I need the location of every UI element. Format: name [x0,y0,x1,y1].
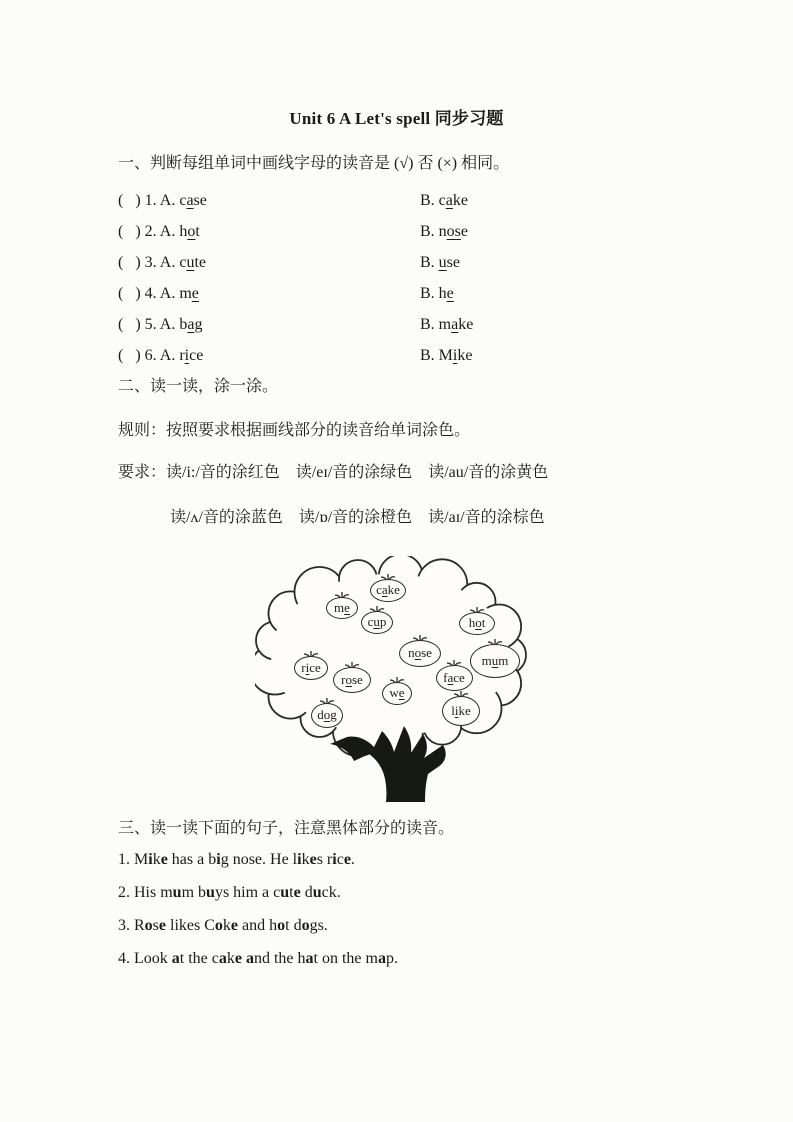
apple-word [470,644,520,678]
option-a: ( ) 2. A. hot [118,223,200,240]
bold-letter: e [293,884,301,901]
option-b: B. make [420,316,474,333]
answer-blank: ( ) [118,316,145,333]
bold-letter: i [148,851,153,868]
coloring-requirements-line-1: 要求：读/i:/音的涂红色 读/eɪ/音的涂绿色 读/au/音的涂黄色 [118,464,549,481]
underlined-letter: u [438,254,447,271]
apple-word [459,612,495,635]
underlined-letter: e [446,285,454,302]
underlined-letter: e [191,285,199,302]
apple-word [382,682,412,705]
apple-word [370,579,406,602]
apple-word-text: me [334,600,350,615]
answer-blank: ( ) [118,254,145,271]
bold-letter: e [343,851,351,868]
target-word-a: me [179,285,199,302]
apple-word-text: face [443,670,465,685]
target-word-a: rice [179,347,204,364]
bold-letter: i [297,851,302,868]
apple-word [326,597,358,619]
underlined-letter: a [186,192,194,209]
bold-letter: i [216,851,221,868]
target-word-a: case [179,192,207,209]
target-word-a: bag [179,316,203,333]
sentence-list [118,843,718,975]
underlined-letter: i [184,347,190,364]
answer-blank: ( ) [118,192,145,209]
underlined-letter: a [445,192,453,209]
apple-word-text: rice [301,660,321,675]
apple-word [361,611,393,634]
underlined-letter: e [398,685,405,700]
section-3-heading: 三、读一读下面的句子，注意黑体部分的读音。 [118,820,455,837]
underlined-letter: i [454,703,459,718]
underlined-letter: i [452,347,458,364]
target-word-b: make [438,316,474,333]
option-b: B. use [420,254,460,271]
underlined-letter: u [491,653,499,668]
word-pair-row [118,278,718,309]
bold-letter: a [377,950,386,967]
apple-word-text: like [451,703,471,718]
word-pair-row [118,247,718,278]
apple-word-text: rose [341,672,363,687]
option-a: ( ) 5. A. bag [118,316,203,333]
bold-letter: a [305,950,314,967]
option-b: B. Mike [420,347,473,364]
apple-word-text: mum [481,653,509,668]
word-pair-row [118,340,718,371]
word-tree-illustration [255,556,535,802]
apple-word-text: nose [408,645,432,660]
word-pairs-list [118,185,718,371]
target-word-b: Mike [438,347,473,364]
bold-letter: i [332,851,337,868]
page-title: Unit 6 A Let's spell 同步习题 [289,109,504,128]
option-a: ( ) 1. A. case [118,192,207,209]
sentence: 4. Look at the cake and the hat on the map. [118,950,398,967]
sentence: 2. His mum buys him a cute duck. [118,884,341,901]
underlined-letter: o [187,223,196,240]
apple-word [294,656,328,680]
bold-letter: a [245,950,254,967]
apple-word-text: cup [367,614,387,629]
option-a: ( ) 4. A. me [118,285,199,302]
option-b: B. nose [420,223,469,240]
apple-word [333,667,371,693]
word-pair-row [118,309,718,340]
underlined-letter: o [323,707,331,722]
apple-word [311,703,343,728]
apple-word [442,696,480,726]
underlined-letter: u [186,254,195,271]
sentence: 3. Rose likes Coke and hot dogs. [118,917,328,934]
bold-letter: u [312,884,322,901]
bold-letter: e [309,851,317,868]
underlined-letter: a [187,316,195,333]
coloring-requirements-line-2: 读/ʌ/音的涂蓝色 读/ɒ/音的涂橙色 读/aɪ/音的涂棕色 [170,509,545,526]
bold-letter: e [234,950,242,967]
target-word-a: hot [179,223,200,240]
bold-letter: a [218,950,227,967]
answer-blank: ( ) [118,223,145,240]
apple-word-text: hot [468,615,486,630]
underlined-letter: a [381,582,388,597]
answer-blank: ( ) [118,347,145,364]
apple-word-text: cake [376,582,400,597]
underlined-letter: e [344,600,350,615]
bold-letter: u [206,884,215,901]
answer-blank: ( ) [118,285,145,302]
apple-word-text: dog [317,707,337,722]
bold-letter: o [301,917,310,934]
target-word-b: he [438,285,454,302]
apple-word [399,640,441,667]
sentence: 1. Mike has a big nose. He likes rice. [118,851,355,868]
option-a: ( ) 3. A. cute [118,254,206,271]
underlined-letter: a [447,670,454,685]
option-b: B. he [420,285,454,302]
bold-letter: a [171,950,180,967]
section-1-heading: 一、判断每组单词中画线字母的读音是 (√) 否 (×) 相同。 [118,155,510,172]
bold-letter: e [160,851,168,868]
apple-word-text: we [389,685,405,700]
bold-letter: u [172,884,182,901]
option-b: B. cake [420,192,468,209]
section-2-heading: 二、读一读，涂一涂。 [118,378,279,395]
bold-letter: o [277,917,286,934]
underlined-letter: o [345,672,352,687]
word-pair-row [118,216,718,247]
bold-letter: e [230,917,239,934]
target-word-a: cute [179,254,206,271]
underlined-letter: o [475,615,482,630]
underlined-letter: o [414,645,422,660]
option-a: ( ) 6. A. rice [118,347,204,364]
bold-letter: u [280,884,290,901]
bold-letter: e [158,917,167,934]
underlined-letter: i [305,660,310,675]
bold-letter: o [144,917,153,934]
bold-letter: o [214,917,223,934]
underlined-letter: u [373,614,380,629]
underlined-letter: os [446,223,461,240]
target-word-b: cake [438,192,468,209]
underlined-letter: a [451,316,459,333]
coloring-rule: 规则：按照要求根据画线部分的读音给单词涂色。 [118,422,471,439]
target-word-b: nose [438,223,469,240]
word-pair-row [118,185,718,216]
target-word-b: use [438,254,460,271]
